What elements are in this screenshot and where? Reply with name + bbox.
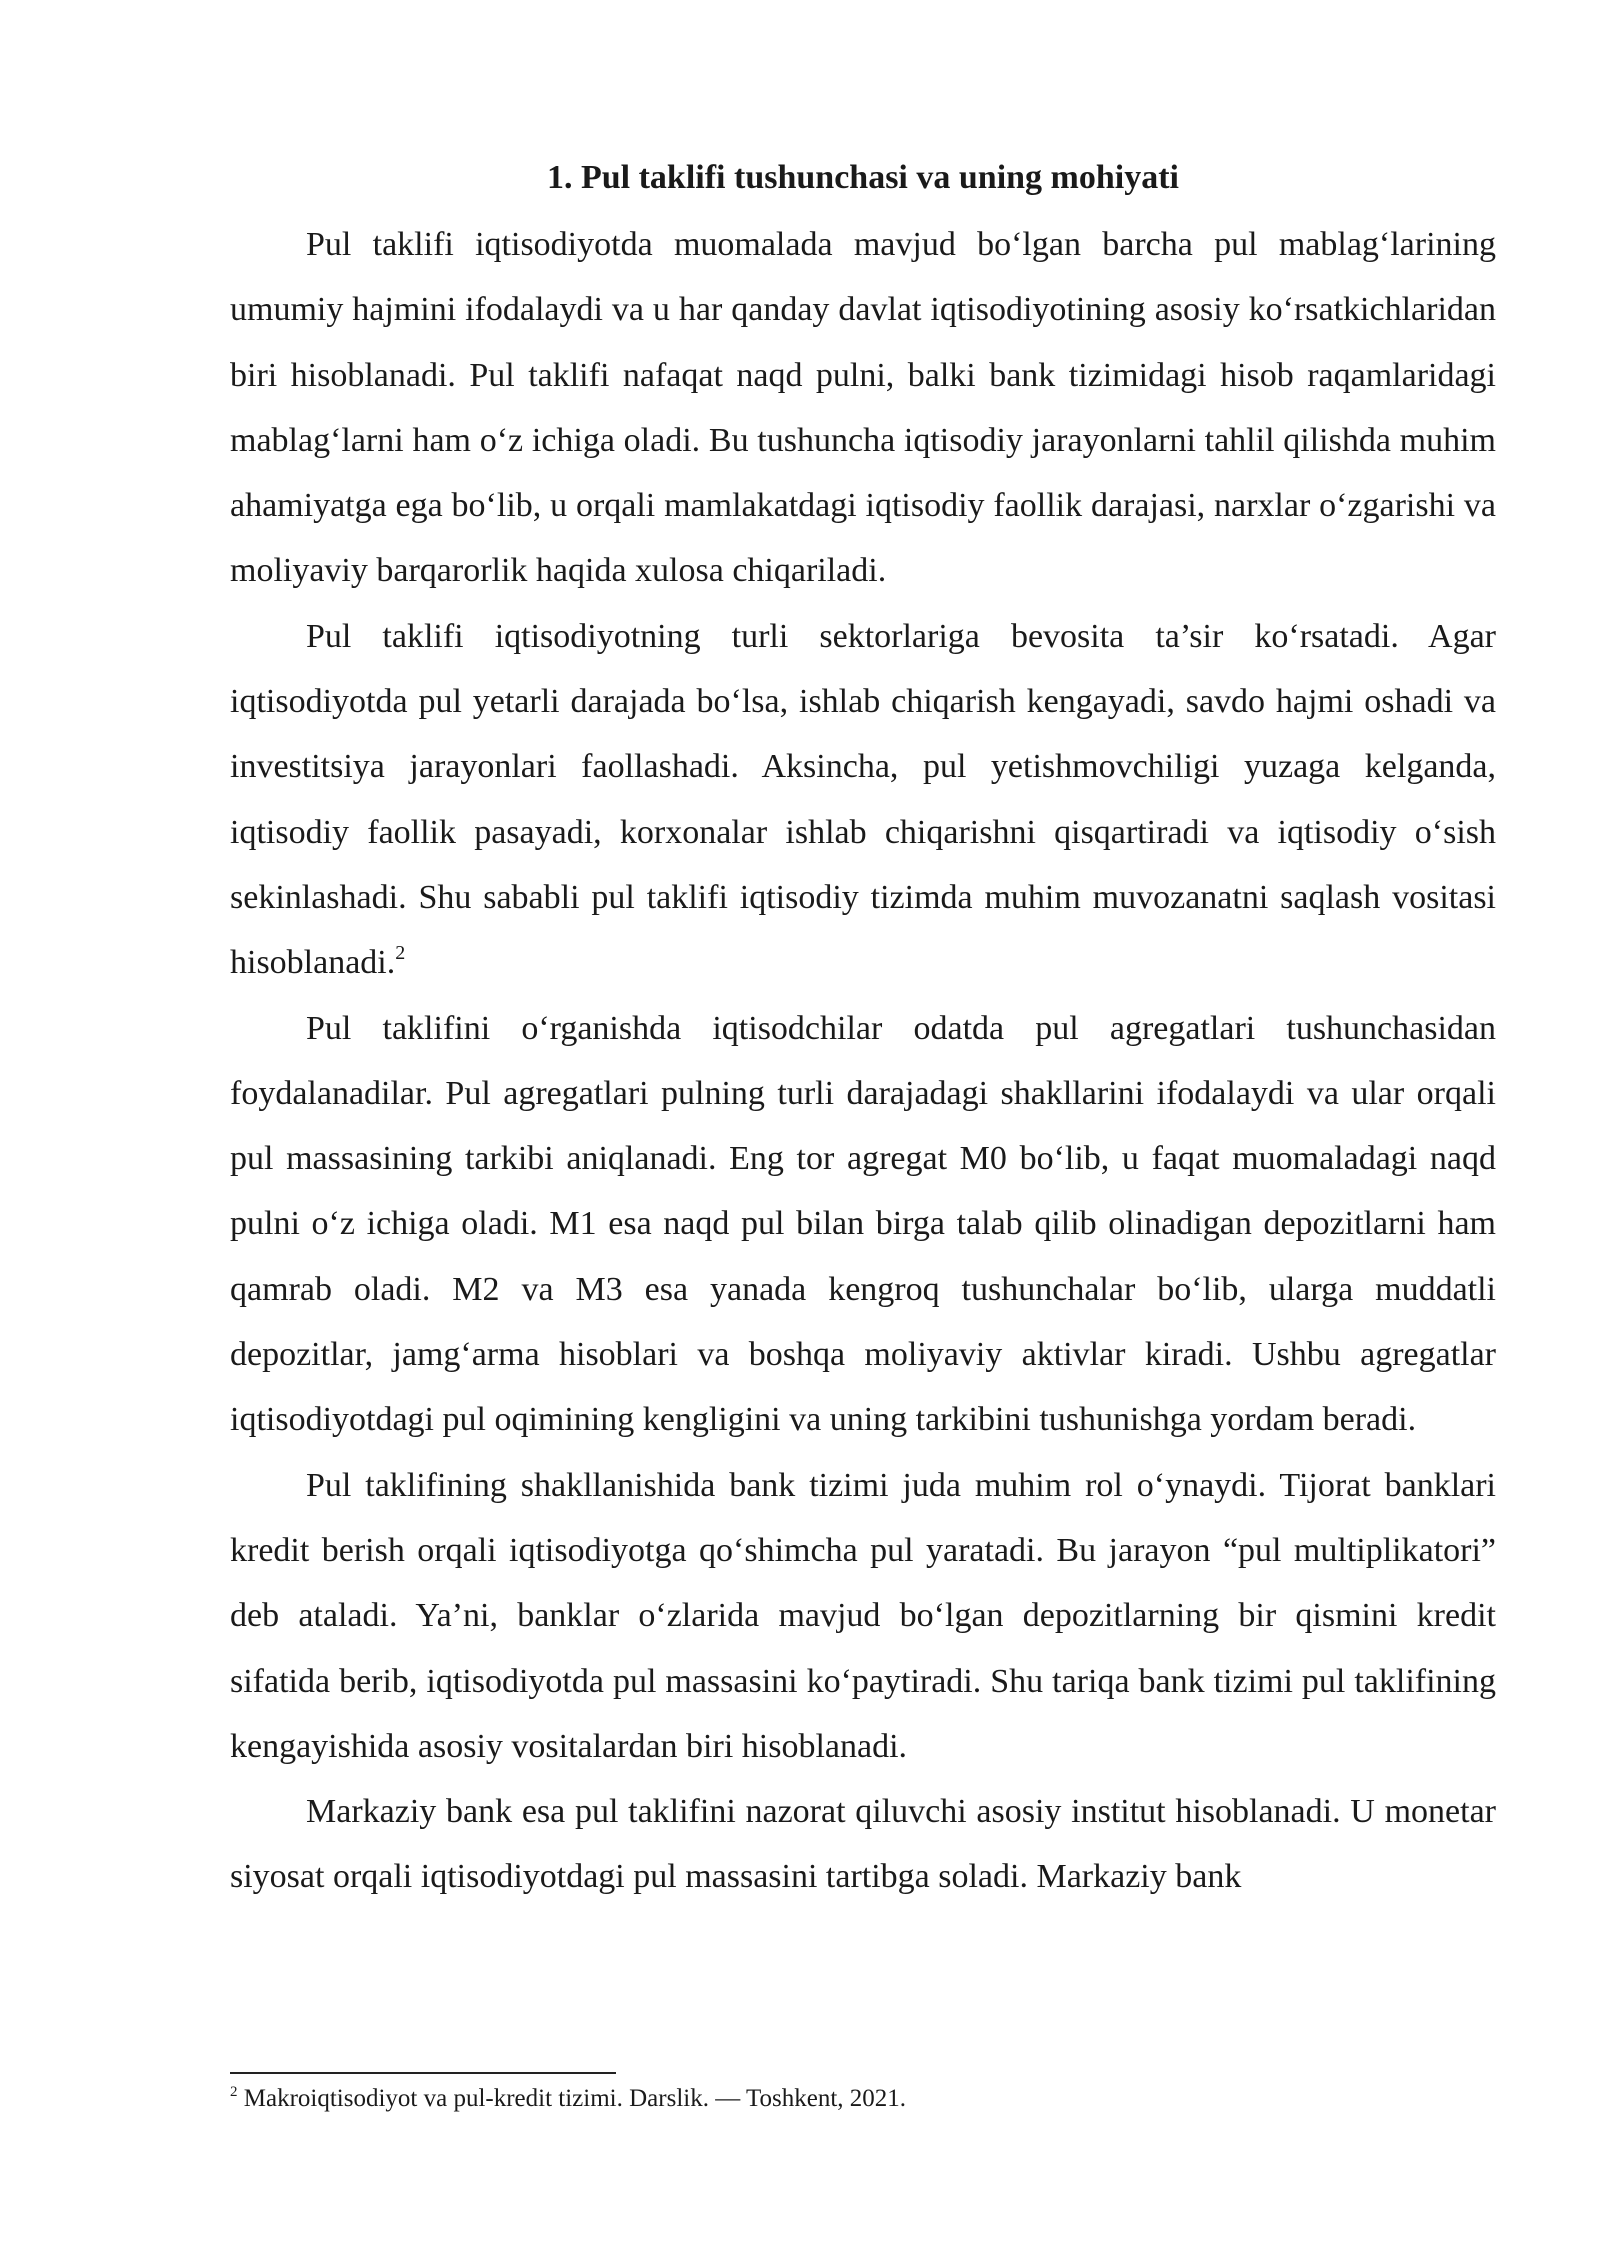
paragraph-5: Markaziy bank esa pul taklifini nazorat qiluvchi asosiy institut hisoblanadi. U monetar siyosat orqali iqtisodiyotdagi pul massasini tartibga soladi. Markaziy bank [230,1793,1496,1896]
footnote-reference[interactable]: 2 [395,942,406,965]
footnote-text: Makroiqtisodiyot va pul-kredit tizimi. Darslik. — Toshkent, 2021. [243,2085,907,2112]
paragraph-2 [230,604,1496,996]
paragraph-4: Pul taklifining shakllanishida bank tizimi juda muhim rol o‘ynaydi. Tijorat banklari kredit berish orqali iqtisodiyotga qo‘shimcha pul yaratadi. Bu jarayon “pul multiplikatori” deb ataladi. Ya’ni, banklar o‘zlarida mavjud bo‘lgan depozitlarning bir qismini kredit sifatida berib, iqtisodiyotda pul massasini ko‘paytiradi. Shu tariqa bank tizimi pul taklifining kengayishida asosiy vositalardan biri hisoblanadi. [230,1466,1496,1765]
section-heading: 1. Pul taklifi tushunchasi va uning mohiyati [546,159,1179,196]
paragraph-3: Pul taklifini o‘rganishda iqtisodchilar odatda pul agregatlari tushunchasidan foydalanadilar. Pul agregatlari pulning turli darajadagi shakllarini ifodalaydi va ular orqali pul massasining tarkibi aniqlanadi. Eng tor agregat M0 bo‘lib, u faqat muomaladagi naqd pulni o‘z ichiga oladi. M1 esa naqd pul bilan birga talab qilib olinadigan depozitlarni ham qamrab oladi. M2 va M3 esa yanada kengroq tushunchalar bo‘lib, ularga muddatli depozitlar, jamg‘arma hisoblari va boshqa moliyaviy aktivlar kiradi. Ushbu agregatlar iqtisodiyotdagi pul oqimining kengligini va uning tarkibini tushunishga yordam beradi. [230,1009,1496,1439]
paragraph-1: Pul taklifi iqtisodiyotda muomalada mavjud bo‘lgan barcha pul mablag‘larining umumiy hajmini ifodalaydi va u har qanday davlat iqtisodiyotining asosiy ko‘rsatkichlaridan biri hisoblanadi. Pul taklifi nafaqat naqd pulni, balki bank tizimidagi hisob raqamlaridagi mablag‘larni ham o‘z ichiga oladi. Bu tushuncha iqtisodiy jarayonlarni tahlil qilishda muhim ahamiyatga ega bo‘lib, u orqali mamlakatdagi iqtisodiy faollik darajasi, narxlar o‘zgarishi va moliyaviy barqarorlik haqida xulosa chiqariladi. [230,226,1496,590]
footnote-divider [230,2072,616,2074]
footnote [230,2082,906,2116]
footnote-marker: 2 [230,2084,238,2100]
document-body [230,148,1496,1910]
paragraph-2-text: Pul taklifi iqtisodiyotning turli sektorlariga bevosita ta’sir ko‘rsatadi. Agar iqtisodiyotda pul yetarli darajada bo‘lsa, ishlab chiqarish kengayadi, savdo hajmi oshadi va investitsiya jarayonlari faollashadi. Aksincha, pul yetishmovchiligi yuzaga kelganda, iqtisodiy faollik pasayadi, korxonalar ishlab chiqarishni qisqartiradi va iqtisodiy o‘sish sekinlashadi. Shu sababli pul taklifi iqtisodiy tizimda muhim muvozanatni saqlash vositasi hisoblanadi. [230,617,1496,982]
